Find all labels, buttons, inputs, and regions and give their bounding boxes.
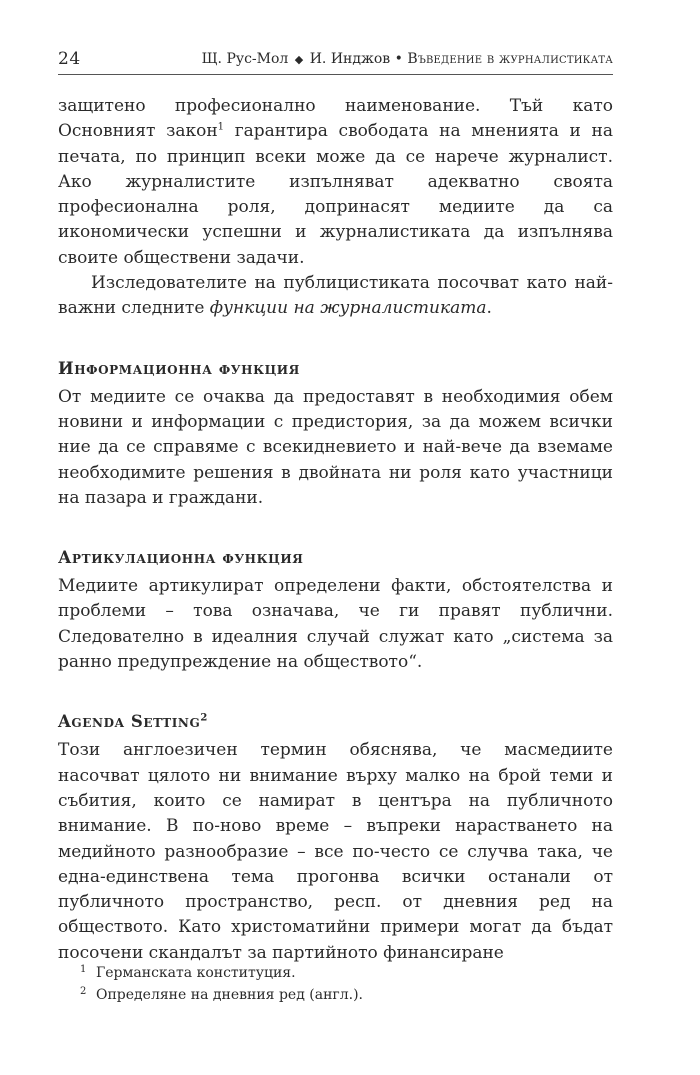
paragraph-functions: [58, 271, 613, 322]
footnote-text: Германската конституция.: [96, 965, 296, 981]
author-name: Щ. Рус-Мол: [201, 51, 289, 67]
book-title: Въведение в журналистиката: [407, 51, 613, 67]
paragraph-intro: [58, 94, 613, 271]
footnotes: [58, 962, 613, 1006]
section-heading-agenda-setting: [58, 709, 613, 734]
footnote-text: Определяне на дневния ред (англ.).: [96, 987, 363, 1003]
section-text-agenda-setting: Този англоезичен термин обяснява, че масмедиите насочват цялото ни внимание върху малко на брой теми и събития, които се намират в центъра на публичното внимание. В по-ново време – въпреки нарастването на медийното разнообразие – все по-често се случва така, че една-единствена тема прогонва всички останали от публичното пространство, респ. от дневния ред на обществото. Като христоматийни примери могат да бъдат посочени скандалът за партийното финансиране: [58, 740, 613, 963]
running-header: [58, 44, 613, 75]
footnote-2: [58, 984, 613, 1006]
page-body: [58, 94, 613, 966]
diamond-separator-icon: ◆: [294, 53, 304, 66]
bullet-separator-icon: •: [394, 51, 403, 67]
footnote-number: 2: [80, 986, 87, 997]
footnote-1: [58, 962, 613, 984]
section-text-articulation: Медиите артикулират определени факти, обстоятелства и проблеми – това означава, че ги правят публични. Следователно в идеалния случай служат като „система за ранно предупреждение на обществото“.: [58, 576, 613, 673]
footnote-ref-1[interactable]: 1: [217, 121, 225, 133]
emphasized-text: функции на журналистиката: [209, 298, 487, 319]
paragraph-text: Изследователите на публицистиката посочват като най-важни следните: [58, 273, 613, 319]
heading-text: Agenda Setting: [58, 712, 201, 732]
running-head-text: [202, 51, 613, 67]
paragraph-text: гарантира свободата на мненията и на печата, по принцип всеки може да се нарече журналист. Ако журналистите изпълняват адекватно своята професионална роля, допринасят медиите да са икономически успешни и журналистиката да изпълнява своите обществени задачи.: [58, 121, 614, 268]
page-number: 24: [58, 49, 81, 69]
footnote-number: 1: [80, 964, 87, 975]
paragraph-text: защитено професионално наименование. Тъй като Основният закон: [58, 96, 613, 142]
section-heading-articulation: Артикулационна функция: [58, 548, 304, 568]
section-text-information: От медиите се очаква да предоставят в необходимия обем новини и информации с предистория, за да можем всички ние да се справяме с всекидневието и най-вече да вземаме необходимите решения в двойната ни роля като участници на пазара и граждани.: [58, 386, 613, 508]
paragraph-text: .: [486, 298, 492, 319]
footnote-ref-2[interactable]: 2: [200, 712, 208, 724]
coauthor-name: И. Инджов: [309, 51, 391, 67]
section-heading-information: Информационна функция: [58, 358, 300, 378]
